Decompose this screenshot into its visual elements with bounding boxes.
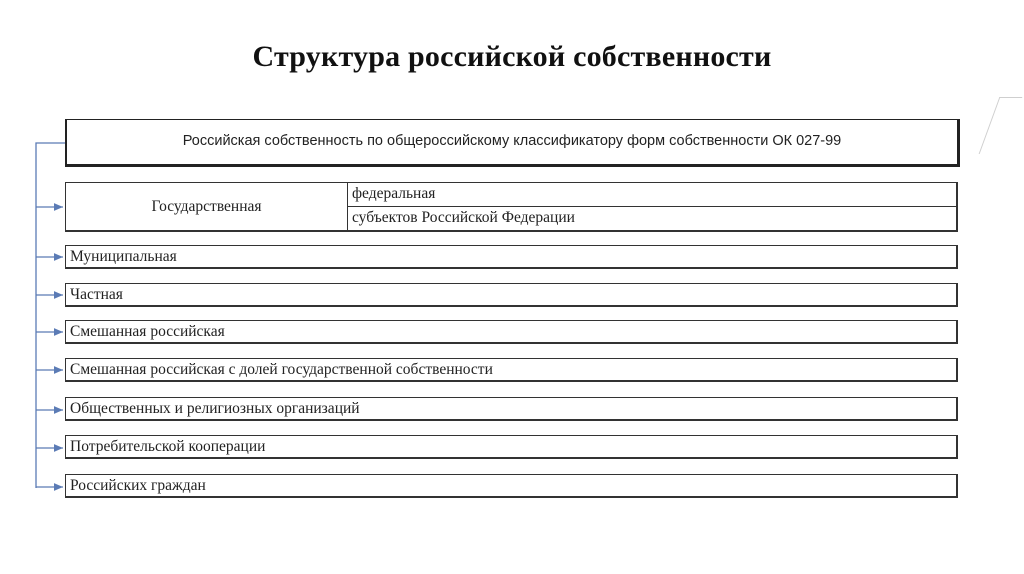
slide-title: Структура российской собственности xyxy=(252,40,772,73)
ownership-item-private: Частная xyxy=(65,283,958,307)
root-ownership-box: Российская собственность по общероссийскому классификатору форм собственности ОК 027-99 xyxy=(65,119,960,167)
state-ownership-box xyxy=(65,182,958,232)
state-ownership-label: Государственная xyxy=(66,183,348,230)
ownership-item-consumer-coop: Потребительской кооперации xyxy=(65,435,958,459)
ownership-item-mixed: Смешанная российская xyxy=(65,320,958,344)
ownership-item-public-religious: Общественных и религиозных организаций xyxy=(65,397,958,421)
ownership-item-municipal: Муниципальная xyxy=(65,245,958,269)
state-subtype-federal: федеральная xyxy=(348,183,956,207)
state-subtype-regional: субъектов Российской Федерации xyxy=(352,209,575,227)
root-connector xyxy=(36,143,65,488)
ownership-item-citizens: Российских граждан xyxy=(65,474,958,498)
ownership-item-mixed-state-share: Смешанная российская с долей государственной собственности xyxy=(65,358,958,382)
